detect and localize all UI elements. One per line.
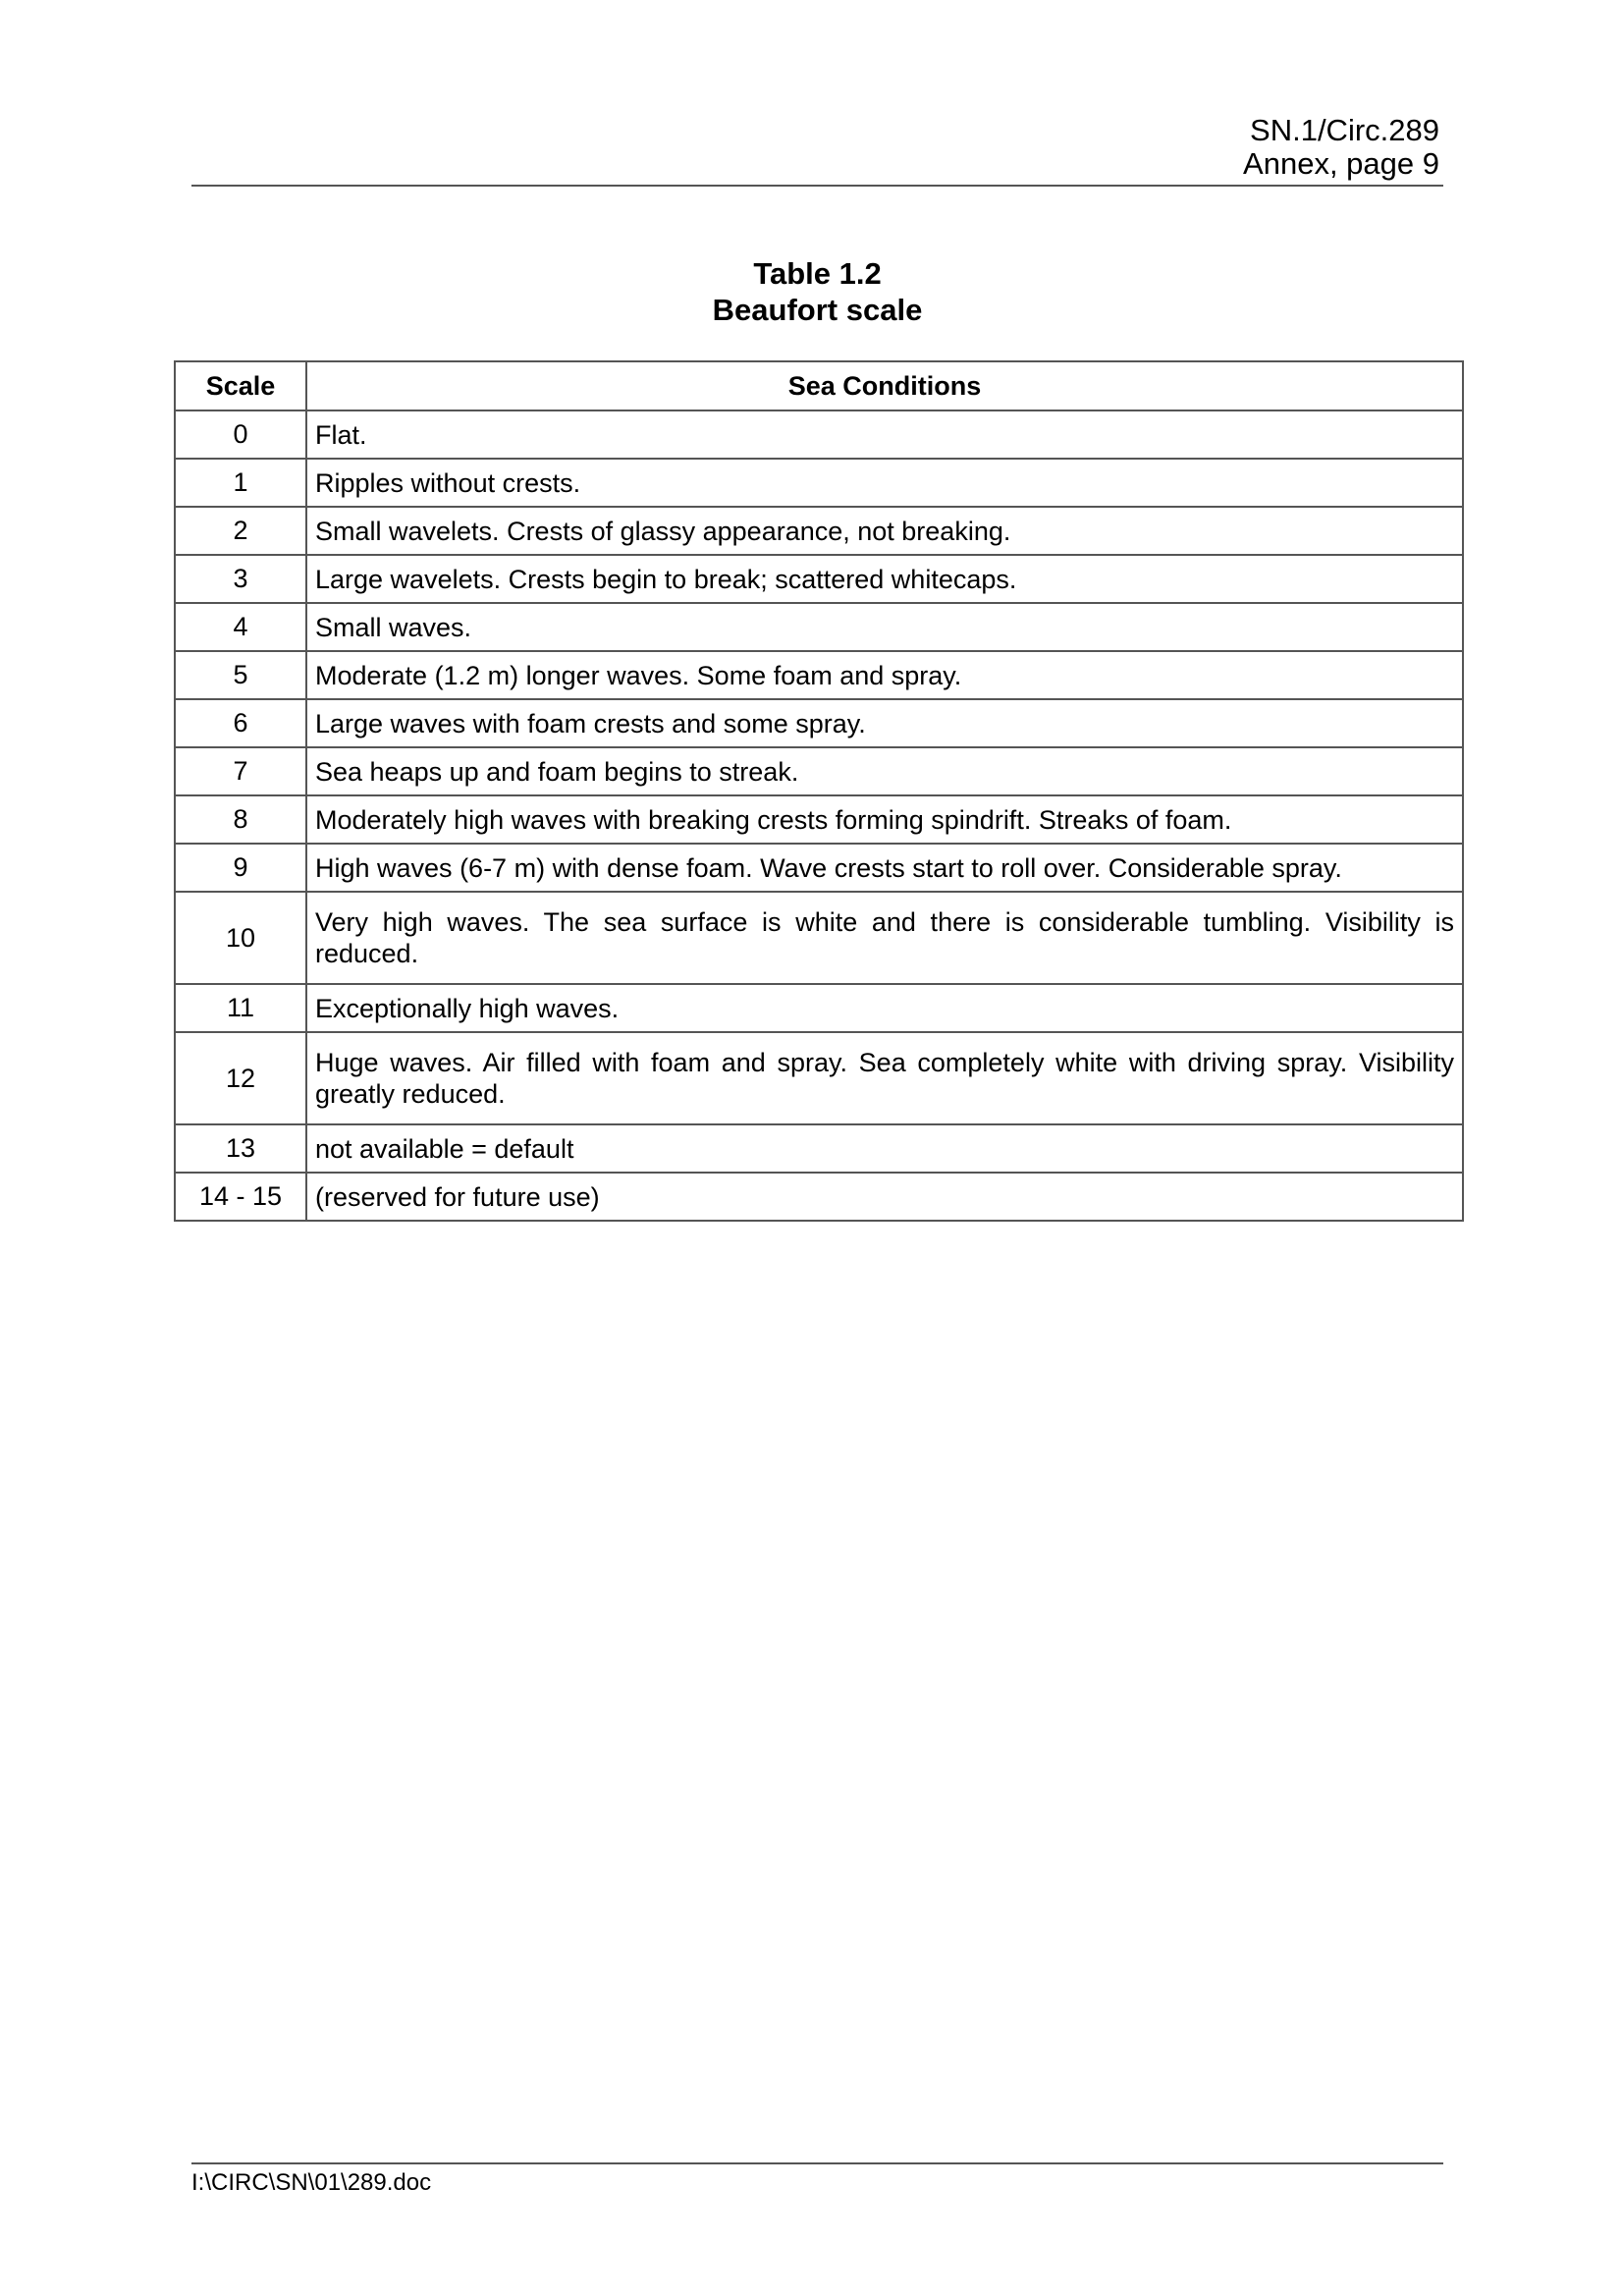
table-row [175, 1032, 1463, 1124]
table-row [175, 699, 1463, 747]
scale-cell: 12 [175, 1032, 306, 1124]
conditions-cell: High waves (6-7 m) with dense foam. Wave crests start to roll over. Considerable spray. [306, 844, 1463, 892]
conditions-cell: (reserved for future use) [306, 1173, 1463, 1221]
conditions-cell: Moderately high waves with breaking crests forming spindrift. Streaks of foam. [306, 795, 1463, 844]
scale-cell: 4 [175, 603, 306, 651]
conditions-cell: Sea heaps up and foam begins to streak. [306, 747, 1463, 795]
table-row [175, 651, 1463, 699]
conditions-cell: Moderate (1.2 m) longer waves. Some foam and spray. [306, 651, 1463, 699]
table-name: Beaufort scale [712, 293, 923, 327]
table-row [175, 892, 1463, 984]
scale-cell: 5 [175, 651, 306, 699]
table-row [175, 555, 1463, 603]
scale-cell: 7 [175, 747, 306, 795]
document-reference: SN.1/Circ.289 [1250, 113, 1439, 147]
file-path: I:\CIRC\SN\01\289.doc [191, 2169, 432, 2196]
scale-cell: 1 [175, 459, 306, 507]
scale-cell: 2 [175, 507, 306, 555]
page-footer [191, 2162, 1443, 2197]
conditions-cell: Small waves. [306, 603, 1463, 651]
scale-cell: 14 - 15 [175, 1173, 306, 1221]
conditions-cell: not available = default [306, 1124, 1463, 1173]
table-row [175, 747, 1463, 795]
conditions-cell: Large wavelets. Crests begin to break; scattered whitecaps. [306, 555, 1463, 603]
table-row [175, 603, 1463, 651]
table-row [175, 984, 1463, 1032]
table-row [175, 1124, 1463, 1173]
scale-cell: 11 [175, 984, 306, 1032]
table-row [175, 410, 1463, 459]
scale-cell: 9 [175, 844, 306, 892]
conditions-cell: Huge waves. Air filled with foam and spray. Sea completely white with driving spray. Visibility greatly reduced. [306, 1032, 1463, 1124]
table-number: Table 1.2 [753, 256, 882, 291]
conditions-cell: Flat. [306, 410, 1463, 459]
column-header-sea-conditions: Sea Conditions [306, 361, 1463, 410]
page-header [191, 114, 1443, 187]
conditions-cell: Small wavelets. Crests of glassy appearance, not breaking. [306, 507, 1463, 555]
table-row [175, 1173, 1463, 1221]
table-row [175, 844, 1463, 892]
table-title [0, 255, 1622, 328]
column-header-scale: Scale [175, 361, 306, 410]
conditions-cell: Large waves with foam crests and some spray. [306, 699, 1463, 747]
scale-cell: 3 [175, 555, 306, 603]
conditions-cell: Exceptionally high waves. [306, 984, 1463, 1032]
scale-cell: 13 [175, 1124, 306, 1173]
beaufort-scale-table [174, 360, 1464, 1222]
scale-cell: 0 [175, 410, 306, 459]
page-reference: Annex, page 9 [1243, 146, 1439, 181]
scale-cell: 8 [175, 795, 306, 844]
conditions-cell: Very high waves. The sea surface is white and there is considerable tumbling. Visibility is reduced. [306, 892, 1463, 984]
table-row [175, 459, 1463, 507]
table-row [175, 795, 1463, 844]
scale-cell: 6 [175, 699, 306, 747]
conditions-cell: Ripples without crests. [306, 459, 1463, 507]
scale-cell: 10 [175, 892, 306, 984]
table-header-row [175, 361, 1463, 410]
table-row [175, 507, 1463, 555]
